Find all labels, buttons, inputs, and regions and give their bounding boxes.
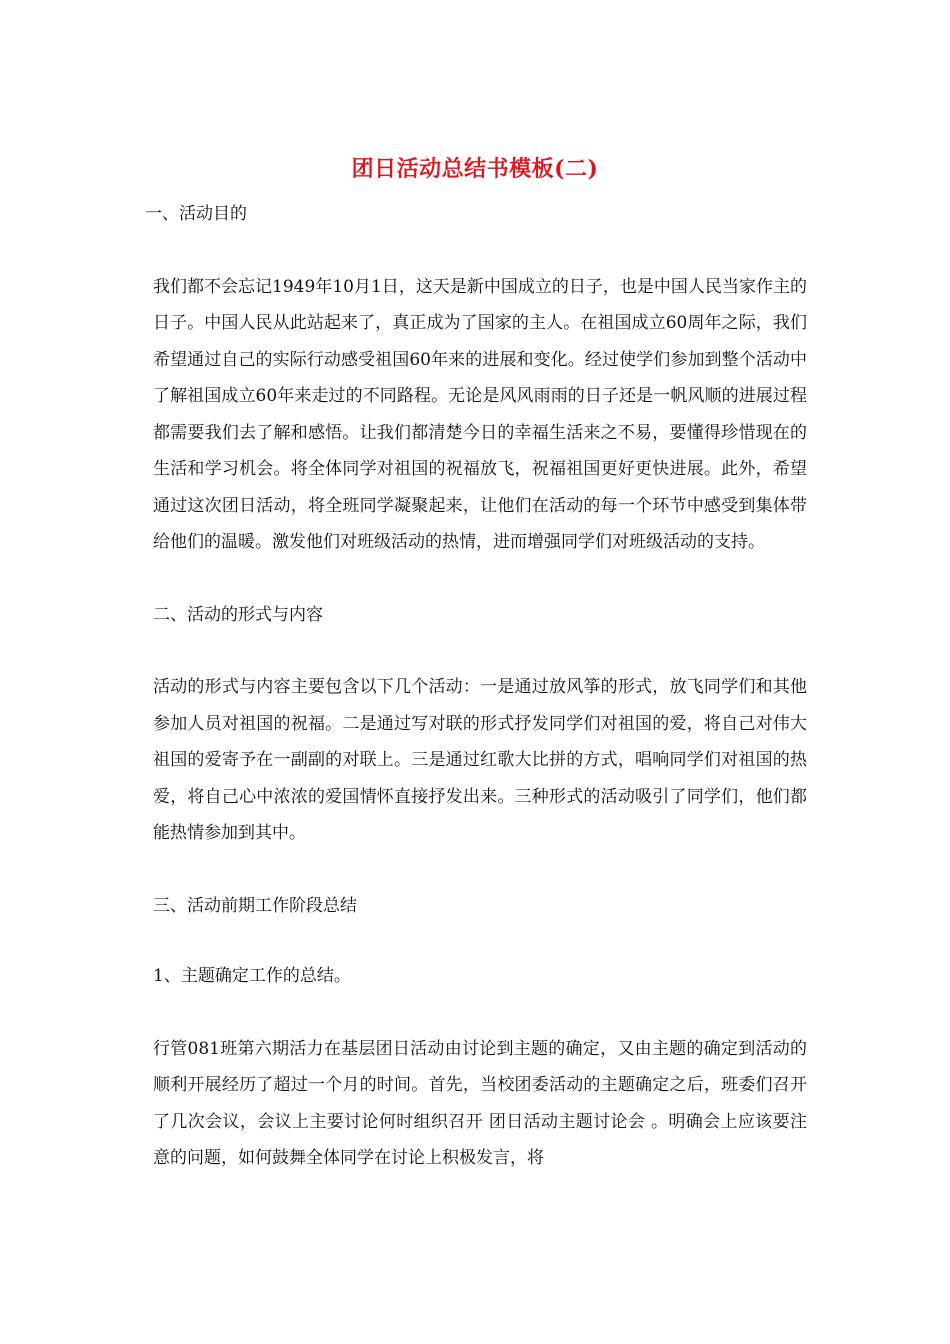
paragraph-theme-confirmation: 行管081班第六期活力在基层团日活动由讨论到主题的确定，又由主题的确定到活动的顺利开展经历了超过一个月的时间。首先，当校团委活动的主题确定之后，班委们召开了几次会议，会议上主要讨论何时组织召开 团日活动主题讨论会 。明确会上应该要注意的问题，如何鼓舞全体同学在讨论上积极发言，将 [153,1038,807,1168]
page-title: 团日活动总结书模板(二) [351,156,599,182]
section-heading-purpose: 一、活动目的 [145,204,247,224]
document-body [145,196,807,1177]
paragraph-form-content: 活动的形式与内容主要包含以下几个活动：一是通过放风筝的形式，放飞同学们和其他参加人员对祖国的祝福。二是通过写对联的形式抒发同学们对祖国的爱，将自己对伟大祖国的爱寄予在一副副的对联上。三是通过红歌大比拼的方式，唱响同学们对祖国的热爱，将自己心中浓浓的爱国情怀直接抒发出来。三种形式的活动吸引了同学们，他们都能热情参加到其中。 [153,677,807,843]
paragraph-purpose: 我们都不会忘记1949年10月1日，这天是新中国成立的日子，也是中国人民当家作主的日子。中国人民从此站起来了，真正成为了国家的主人。在祖国成立60周年之际，我们希望通过自己的实际行动感受祖国60年来的进展和变化。经过使学们参加到整个活动中了解祖国成立60年来走过的不同路程。无论是风风雨雨的日子还是一帆风顺的进展过程都需要我们去了解和感悟。让我们都清楚今日的幸福生活来之不易，要懂得珍惜现在的生活和学习机会。将全体同学对祖国的祝福放飞，祝福祖国更好更快进展。此外，希望通过这次团日活动，将全班同学凝聚起来，让他们在活动的每一个环节中感受到集体带给他们的温暖。激发他们对班级活动的热情，进而增强同学们对班级活动的支持。 [153,276,807,552]
section-heading-early-stage: 三、活动前期工作阶段总结 [153,895,357,916]
subheading-theme-confirmation: 1、主题确定工作的总结。 [153,966,351,986]
section-heading-form-content: 二、活动的形式与内容 [153,604,323,625]
